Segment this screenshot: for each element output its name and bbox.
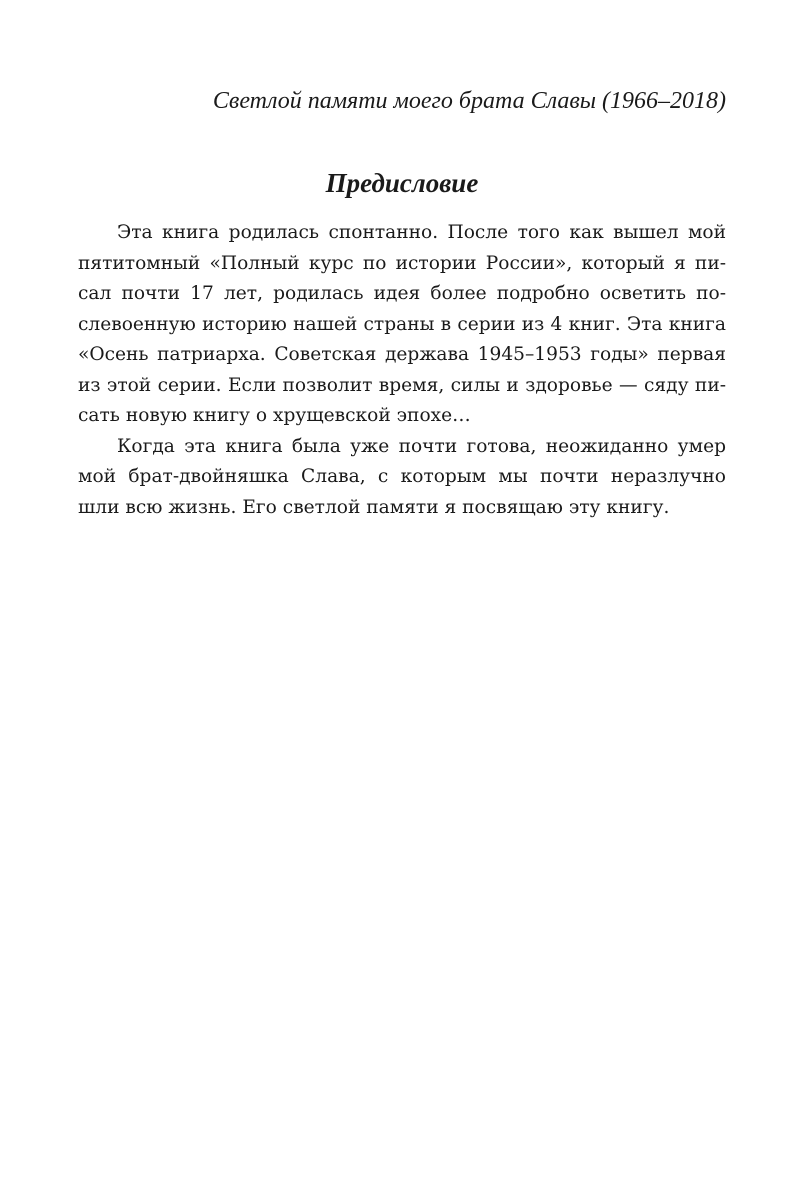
text-line: сал почти 17 лет, родилась идея более подробно осветить по- — [78, 283, 726, 304]
text-line: мой брат-двойняшка Слава, с которым мы почти неразлучно — [78, 466, 726, 487]
text-line: Когда эта книга была уже почти готова, неожиданно умер — [117, 435, 726, 457]
dedication: Светлой памяти моего брата Славы (1966–2018) — [212, 88, 726, 114]
text-line: пятитомный «Полный курс по истории России», который я пи- — [78, 252, 726, 274]
book-page — [78, 0, 726, 1200]
text-line: шли всю жизнь. Его светлой памяти я посвящаю эту книгу. — [78, 496, 670, 518]
page-title: Предисловие — [325, 168, 479, 198]
paragraph — [78, 432, 726, 524]
text-line: сать новую книгу о хрущевской эпохе… — [78, 405, 471, 426]
text-line: Эта книга родилась спонтанно. После того как вышел мой — [117, 222, 726, 243]
text-line: «Осень патриарха. Советская держава 1945–1953 годы» первая — [78, 344, 726, 365]
paragraph — [78, 218, 726, 432]
preface-body — [78, 218, 726, 523]
text-line: из этой серии. Если позволит время, силы и здоровье — сяду пи- — [78, 374, 726, 396]
text-line: слевоенную историю нашей страны в серии из 4 книг. Эта книга — [78, 313, 726, 335]
